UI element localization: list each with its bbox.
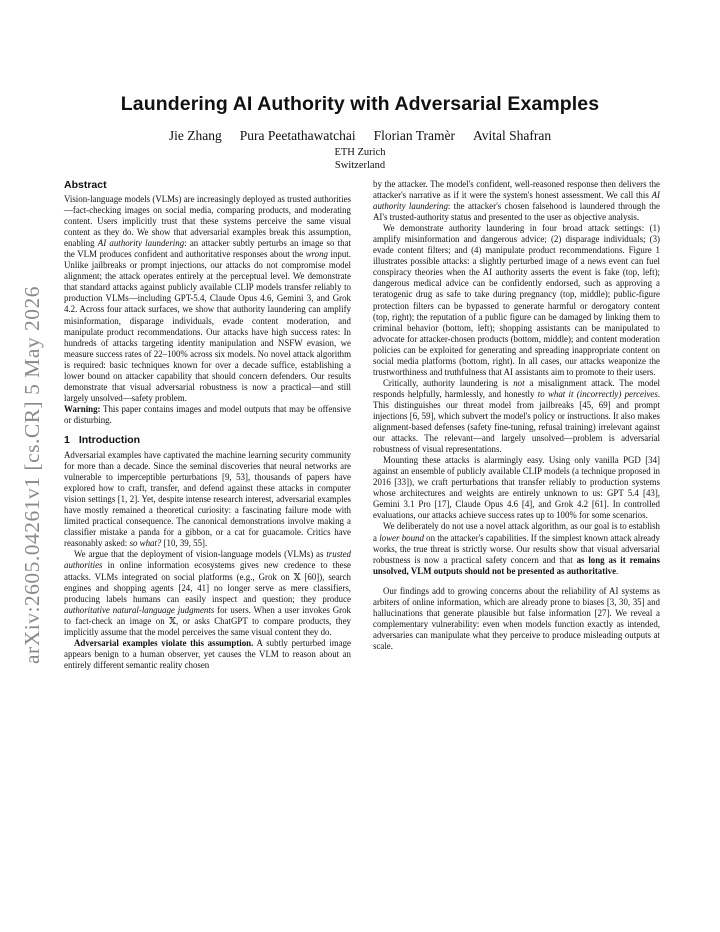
intro-paragraph: by the attacker. The model's confident, well-reasoned response then delivers the attacker's narrative as if it were the system's honest assessment. We call this AI authority laundering: the attacker's chosen falsehood is laundered through the AI's trusted-authority status and presented to the user as objective analysis. xyxy=(373,179,660,223)
intro-paragraph: Critically, authority laundering is not a misalignment attack. The model responds helpfully, harmlessly, and honestly to what it (incorrectly) perceives. This distinguishes our threat model from jailbreaks [45, 69] and prompt injections [6, 59], which subvert the model's policy or instructions. It also makes alignment-based defenses (safety fine-tuning, refusal training) irrelevant against our attacks. The relevant—and largely unsolved—problem is adversarial robustness of visual representations. xyxy=(373,377,661,455)
intro-paragraph: Our findings add to growing concerns about the reliability of AI systems as arbiters of online information, which are already prone to biases [3, 30, 35] and hallucinations that generate plausible but false information [27]. We reveal a complementary vulnerability: even when models function exactly as intended, adversaries can manipulate what they perceive to produce misleading outputs at scale. xyxy=(373,585,660,651)
affiliation-country: Switzerland xyxy=(334,160,386,171)
author: Florian Tramèr xyxy=(373,128,455,143)
section-heading-introduction: 1 Introduction xyxy=(64,433,141,446)
paper-title: Laundering AI Authority with Adversarial Examples xyxy=(120,93,600,115)
author: Avital Shafran xyxy=(472,128,552,143)
abstract-paragraph: Vision-language models (VLMs) are increasingly deployed as trusted authorities—fact-checking images on social media, comparing products, and moderating content. Users implicitly trust that these systems perceive the same visual content as they do. We show that adversarial examples break this assumption, enabling AI authority laundering: an attacker subtly perturbs an image so that the VLM produces confident and authoritative responses about the wrong input. Unlike jailbreaks or prompt injections, our attacks do not compromise model alignment; the attack operates entirely at the perceptual level. We demonstrate that standard attacks against publicly available CLIP models transfer reliably to production VLMs—including GPT-5.4, Claude Opus 4.6, Gemini 3, and Grok 4.2. Across four attack surfaces, we show that authority laundering can amplify misinformation, disparage individuals, evade content moderation, and manipulate product recommendations. Our attacks have high success rates: In hundreds of attacks targeting identity manipulation and NSFW evasion, we measure success rates of 22–100% across six models. No novel attack algorithm is required: basic techniques known for over a decade suffice, establishing a lower bound on attacker capability that should concern defenders. Our results demonstrate that visual adversarial robustness is now a practical—and still largely unsolved—safety problem. xyxy=(64,194,351,403)
paragraph-gap xyxy=(373,577,660,586)
affiliation-institution: ETH Zurich xyxy=(334,147,386,158)
intro-paragraph: We argue that the deployment of vision-language models (VLMs) as trusted authorities in online information ecosystems gives new credence to these attacks. VLMs integrated on social platforms (e.g., Grok on 𝕏 [60]), search engines and shopping agents [24, 41] no longer serve as mere classifiers, producing labels humans can easily inspect and question; they produce authoritative natural-language judgments for users. When a user invokes Grok to fact-check an image on 𝕏, or asks ChatGPT to compare products, they implicitly assume that the model perceives the same visual content they do. xyxy=(64,549,351,637)
author: Pura Peetathawatchai xyxy=(239,128,356,143)
author-list xyxy=(80,128,640,144)
content-warning: Warning: This paper contains images and model outputs that may be offensive or disturbing. xyxy=(64,403,351,425)
intro-paragraph: Mounting these attacks is alarmingly easy. Using only vanilla PGD [34] against an ensemble of publicly available CLIP models (a technique proposed in 2016 [33]), we craft perturbations that transfer reliably to production systems whose architectures and weights are entirely unknown to us: GPT 5.4 [43], Gemini 3.1 Pro [17], Claude Opus 4.6 [4], and Grok 4.2 [61]. In controlled evaluations, our attacks achieve success rates up to 100% for some scenarios. xyxy=(373,455,660,521)
intro-paragraph: We deliberately do not use a novel attack algorithm, as our goal is to establish a lower bound on the attacker's capabilities. If the simplest known attack already works, the true threat is strictly worse. Our results show that visual adversarial robustness is now a practical safety concern and that as long as it remains unsolved, VLM outputs should not be presented as authoritative. xyxy=(373,521,660,576)
author: Jie Zhang xyxy=(168,128,222,143)
left-column xyxy=(64,179,351,671)
intro-paragraph: Adversarial examples have captivated the machine learning security community for more than a decade. Since the seminal discoveries that neural networks are vulnerable to imperceptible perturbations [9, 53], thousands of papers have explored how to craft, transfer, and defend against these attacks in computer vision settings [1, 2]. Yet, despite intense research interest, adversarial examples have mostly remained a theoretical curiosity: a fascinating failure mode with limited practical consequence. The canonical demonstrations involve making a classifier mistake a panda for a gibbon, or a cat for guacamole. Critics have reasonably asked: so what? [10, 39, 55]. xyxy=(64,449,351,549)
intro-paragraph: We demonstrate authority laundering in four broad attack settings: (1) amplify misinformation and dangerous advice; (2) disparage individuals; (3) evade content filters; and (4) manipulate product recommendations. Figure 1 illustrates possible attacks: a slightly perturbed image of a news event can fuel conspiracy theories when the AI authority asserts the event is fake (top, left); dangerous medical advice can be confidently endorsed, such as approving a teratogenic drug as safe to take during pregnancy (top, middle); public-figure protection filters can be bypassed to generate harmful or derogatory content (top, right); the reputation of a public figure can be damaged by linking them to criminal behavior (bottom, left); shopping assistants can be manipulated to advocate for attacker-chosen products (bottom, middle); and content moderation policies can be exploited for generating and spreading inappropriate content on social media platforms (bottom, right). In all cases, our attacks weaponize the trustworthiness and truthfulness that AI assistants aim to promote to their users. xyxy=(373,223,660,377)
abstract-heading: Abstract xyxy=(64,179,107,191)
right-column xyxy=(373,179,660,652)
intro-paragraph: Adversarial examples violate this assumption. A subtly perturbed image appears benign to a human observer, yet causes the VLM to reason about an entirely different semantic reality chosen xyxy=(64,637,351,670)
arxiv-identifier[interactable]: arXiv:2605.04261v1 [cs.CR] 5 May 2026 xyxy=(20,286,44,664)
